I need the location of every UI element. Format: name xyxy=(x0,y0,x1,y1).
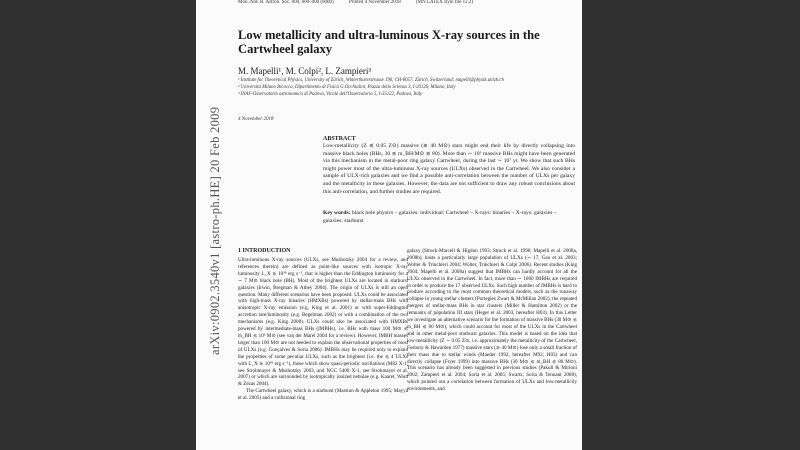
right-background xyxy=(582,0,800,450)
left-background xyxy=(0,0,196,450)
right-paragraph-1: galaxy (Struck-Marcell & Higdon 1993; Struck et al. 1996; Mapelli et al. 2008a, 2008b), hosts a particularly large population of ULXs (∼ 17, Gao et al. 2003; Wolter & Trinchieri 2004; Wolter, Trinchieri & Colpi 2006). Recent studies (King 2004; Mapelli et al. 2008a) suggest that IMBHs can hardly account for all the ULXs observed in the Cartwheel. In fact, more than ∼ 1000 IMBHs are required in order to produce the 17 observed ULXs. Such high number of IMBHs is hard to produce according to the most common theoretical models, such as the runaway collapse in young stellar clusters (Portegies Zwart & McMillan 2002), the repeated mergers of stellar-mass BHs in star clusters (Miller & Hamilton 2002) or the remnants of population III stars (Heger et al. 2003, hereafter H03). In this Letter we investigate an alternative scenario for the formation of massive BHs (30 M⊙ ≲ m_BH ≲ 80 M⊙), which could account for most of the ULXs in the Cartwheel and in other metal-poor starburst galaxies. This model is based on the idea that low-metallicity (Z ∼ 0.05 Z⊙, i.e. approximately the metallicity of the Cartwheel, Fosbury & Hawarden 1977) massive stars (≳ 40 M⊙) lose only a small fraction of their mass due to stellar winds (Maeder 1992, hereafter M92; H03) and can directly collapse (Fryer 1999) into massive BHs (30 M⊙ ≲ m_BH ≲ 80 M⊙). This scenario has already been suggested in previous studies (Pakull & Mirioni 2002; Zampieri et al. 2004; Soria et al. 2005; Swartz, Soria & Tennant 2008), which pointed out a correlation between formation of ULXs and low-metallicity environments, and xyxy=(407,248,577,393)
right-column xyxy=(407,248,577,393)
affiliation-3: ³ INAF-Osservatorio astronomico di Padova, Vicolo dell'Osservatorio 5, I-35122, Padova, Italy xyxy=(238,92,423,97)
arxiv-stamp: arXiv:0902.3540v1 [astro-ph.HE] 20 Feb 2009 xyxy=(208,106,222,355)
section-heading: 1 INTRODUCTION xyxy=(238,248,291,254)
keywords xyxy=(323,210,575,225)
printed-date: Printed 4 November 2018 xyxy=(348,0,401,5)
affiliation-2: ² Università Milano Bicocca, Dipartimento di Fisica G.Occhialini, Piazza della Scienza 3, I-20126, Milano, Italy xyxy=(238,85,456,90)
authors: M. Mapelli¹, M. Colpi², L. Zampieri³ xyxy=(238,66,372,76)
left-column xyxy=(238,257,408,402)
keywords-text: black hole physics – galaxies: individual: Cartwheel – X-rays: binaries – X-rays: galaxies – galaxies: starburst xyxy=(323,210,557,224)
abstract-heading: ABSTRACT xyxy=(323,136,356,142)
affiliation-1: ¹ Institute for Theoretical Physics, University of Zürich, Winterthurerstrasse 190, CH-8057, Zürich, Switzerland; mapelli@physik.unizh.ch xyxy=(238,78,504,83)
keywords-label: Key words: xyxy=(323,210,351,216)
style-file: (MN LATEX style file v2.2) xyxy=(416,0,474,5)
left-paragraph-2: The Cartwheel galaxy, which is a starburst (Marston & Appleton 1995; Mayya et al. 2005) and a collisional ring xyxy=(238,388,408,402)
left-paragraph-1: Ultra-luminous X-ray sources (ULXs, see Mushotzky 2004 for a review, and references therein) are defined as point-like sources with isotropic X-ray luminosity L_X ≳ 10³⁹ erg s⁻¹, that is higher than the Eddington luminosity for a ∼ 7 M⊙ black hole (BH). Most of the brightest ULXs are located in starburst galaxies (Irwin, Bregman & Athey 2004). The origin of ULXs is still an open question. Many different scenarios have been proposed. ULXs could be associated with high-mass X-ray binaries (HMXBs) powered by stellar-mass BHs with anisotropic X-ray emission (e.g. King et al. 2001) or with super-Eddington accretion rate/luminosity (e.g. Begelman 2002) or with a combination of the two mechanisms (e.g. King 2008). ULXs could also be associated with HMXBs powered by intermediate-mass BHs (IMBHs), i.e. BHs with mass 100 M⊙ ≲ m_BH ≲ 10⁵ M⊙ (see van der Marel 2004 for a review). However, IMBH masses larger than 100 M⊙ are not needed to explain the observational properties of most of ULXs (e.g. Gonçalves & Soria 2006). IMBHs may be required only to explain the properties of some peculiar ULXs, such as the brightest (i.e. the ≲ 4 ULXs with L_X ≳ 10⁴¹ erg s⁻¹), those which show quasi-periodic oscillations (M82 X-1, see Strohmayer & Mushotzky 2003, and NGC 5408 X-1, see Strohmayer et al. 2007) or which are surrounded by isotropically ionized nebulae (e.g. Kaaret, Ward & Zezas 2004). xyxy=(238,257,408,388)
abstract-text: Low-metallicity (Z ≲ 0.05 Z⊙) massive (≳ 40 M⊙) stars might end their life by directly collapsing into massive black holes (BHs, 30 ≲ m_BH/M⊙ ≲ 80). More than ∼ 10⁵ massive BHs might have been generated via this mechanism in the metal-poor ring galaxy Cartwheel, during the last ∼ 10⁷ yr. We show that such BHs might power most of the ultra-luminous X-ray sources (ULXs) observed in the Cartwheel. We also consider a sample of ULX-rich galaxies and we find a possible anti-correlation between the number of ULXs per galaxy and the metallicity in these galaxies. However, the data are not sufficient to draw any robust conclusions about this anti-correlation, and further studies are required. xyxy=(323,143,575,195)
paper-date: 4 November 2018 xyxy=(238,117,274,122)
journal-ref: Mon. Not. R. Astron. Soc. 000, 000–000 (0000) xyxy=(238,0,334,5)
running-header xyxy=(238,0,487,5)
paper-title: Low metallicity and ultra-luminous X-ray sources in the Cartwheel galaxy xyxy=(238,28,540,56)
